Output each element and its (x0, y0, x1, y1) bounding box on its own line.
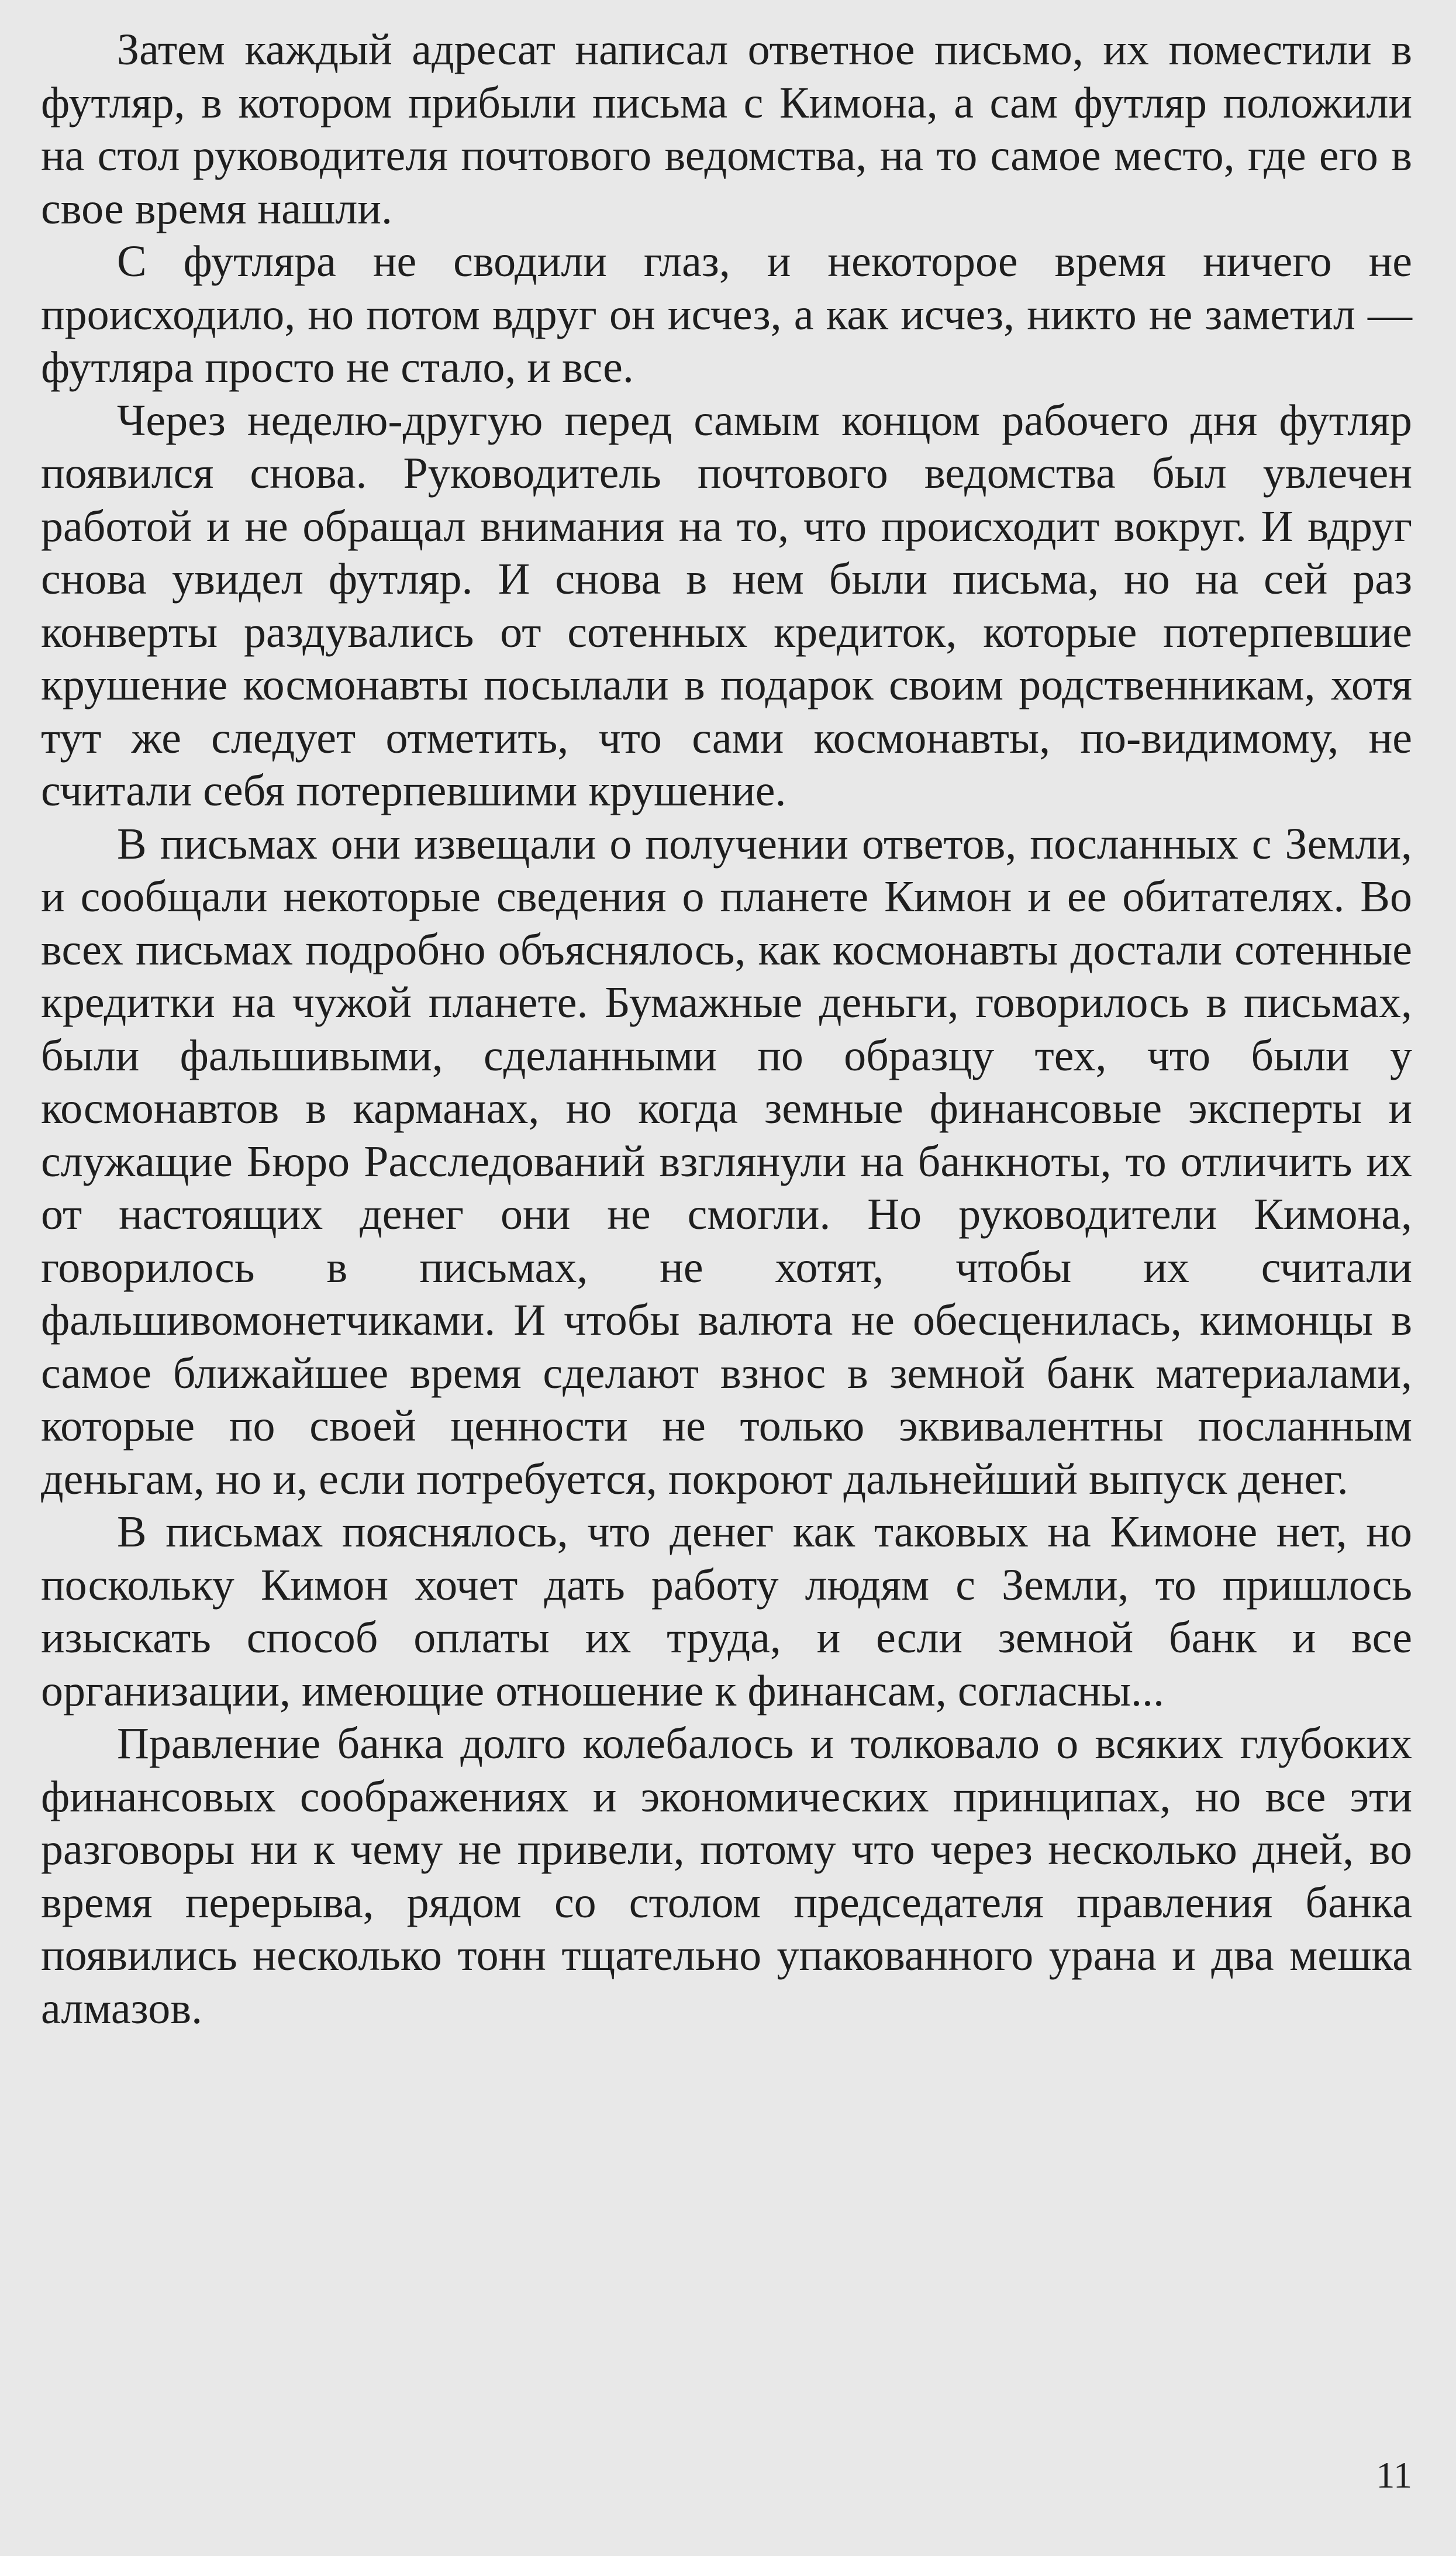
paragraph-4: В письмах они извещали о получении ответов, посланных с Земли, и сообщали некоторые сведения о планете Кимон и ее обитателях. Во всех письмах подробно объяснялось, как космонавты достали сотенные кредитки на чужой планете. Бумажные деньги, говорилось в письмах, были фальшивыми, сделанными по образцу тех, что были у космонавтов в карманах, но когда земные финансовые эксперты и служащие Бюро Расследований взглянули на банкноты, то отличить их от настоящих денег они не смогли. Но руководители Кимона, говорилось в письмах, не хотят, чтобы их считали фальшивомонетчиками. И чтобы валюта не обесценилась, кимонцы в самое ближайшее время сделают взнос в земной банк материалами, которые по своей ценности не только эквивалентны посланным деньгам, но и, если потребуется, покроют дальнейший выпуск денег. (41, 819, 1412, 1504)
paragraph-2: С футляра не сводили глаз, и некоторое время ничего не происходило, но потом вдруг он исчез, а как исчез, никто не заметил — футляра просто не стало, и все. (41, 237, 1412, 392)
page-number: 11 (1376, 2454, 1412, 2496)
paragraph-3: Через неделю-другую перед самым концом рабочего дня футляр появился снова. Руководитель почтового ведомства был увлечен работой и не обращал внимания на то, что происходит вокруг. И вдруг снова увидел футляр. И снова в нем были письма, но на сей раз конверты раздувались от сотенных кредиток, которые потерпевшие крушение космонавты посылали в подарок своим родственникам, хотя тут же следует отметить, что сами космонавты, по-видимому, не считали себя потерпевшими крушение. (41, 395, 1412, 815)
paragraph-1: Затем каждый адресат написал ответное письмо, их поместили в футляр, в котором прибыли письма с Кимона, а сам футляр положили на стол руководителя почтового ведомства, на то самое место, где его в свое время нашли. (41, 25, 1412, 233)
paragraph-6: Правление банка долго колебалось и толковало о всяких глубоких финансовых соображениях и экономических принципах, но все эти разговоры ни к чему не привели, потому что через несколько дней, во время перерыва, рядом со столом председателя правления банка появились несколько тонн тщательно упакованного урана и два мешка алмазов. (41, 1719, 1412, 2033)
body-text (41, 23, 1412, 2035)
paragraph-5: В письмах пояснялось, что денег как таковых на Кимоне нет, но поскольку Кимон хочет дать работу людям с Земли, то пришлось изыскать способ оплаты их труда, и если земной банк и все организации, имеющие отношение к финансам, согласны... (41, 1507, 1412, 1716)
